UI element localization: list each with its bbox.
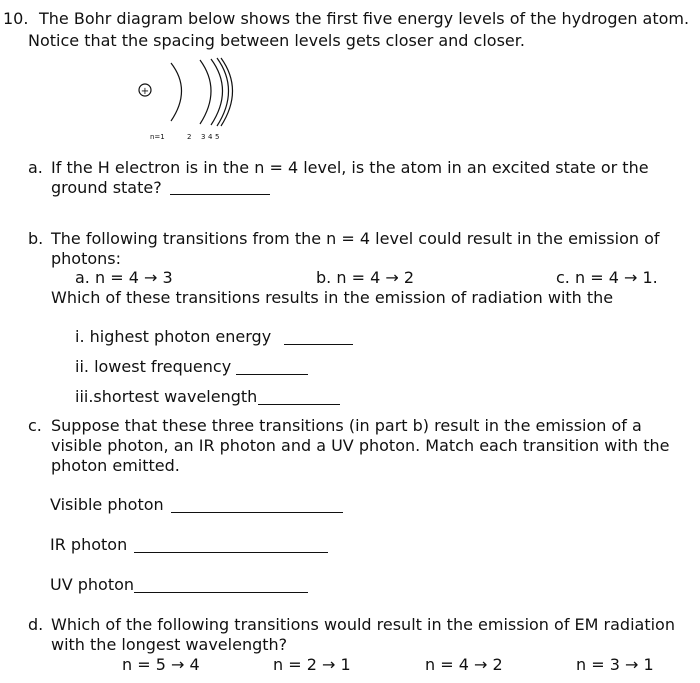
part-b-subitem-2: ii. lowest frequency	[75, 357, 232, 376]
part-d-line2: with the longest wavelength?	[51, 635, 288, 654]
question-intro-line1: The Bohr diagram below shows the first five energy levels of the hydrogen atom.	[39, 9, 690, 28]
uv-photon-label: UV photon	[50, 575, 135, 594]
part-b-line2: photons:	[51, 249, 122, 268]
bohr-diagram	[130, 55, 290, 145]
part-c-letter: c.	[28, 416, 42, 435]
level-label-3: 3	[201, 133, 206, 141]
part-c-line2: visible photon, an IR photon and a UV photon. Match each transition with the	[51, 436, 670, 455]
nucleus-icon	[139, 84, 151, 97]
energy-level-3	[211, 59, 223, 125]
part-b-subitem-3: iii.shortest wavelength	[75, 387, 258, 406]
level-label-4: 4	[208, 133, 213, 141]
part-b-followup: Which of these transitions results in the emission of radiation with the	[51, 288, 614, 307]
part-b-letter: b.	[28, 229, 44, 248]
part-d-option-2: n = 2 → 1	[273, 655, 351, 674]
part-d-option-1: n = 5 → 4	[122, 655, 200, 674]
level-label-1: n=1	[150, 133, 165, 141]
part-b-option-c-label: c.	[556, 268, 570, 287]
visible-photon-label: Visible photon	[50, 495, 164, 514]
uv-photon-blank[interactable]	[134, 578, 308, 593]
part-a-line1: If the H electron is in the n = 4 level, is the atom in an excited state or the	[51, 158, 649, 177]
part-d-letter: d.	[28, 615, 44, 634]
part-b-line1: The following transitions from the n = 4 level could result in the emission of	[51, 229, 660, 248]
question-number: 10.	[3, 9, 29, 28]
part-b-option-a-label: a.	[75, 268, 90, 287]
part-d-option-4: n = 3 → 1	[576, 655, 654, 674]
part-b-option-b-text: n = 4 → 2	[336, 268, 414, 287]
part-b-option-c	[556, 268, 658, 288]
part-d-option-3: n = 4 → 2	[425, 655, 503, 674]
visible-photon-blank[interactable]	[171, 498, 343, 513]
part-d-line1: Which of the following transitions would result in the emission of EM radiation	[51, 615, 675, 634]
part-a-answer-blank[interactable]	[170, 180, 270, 195]
part-b-subitem-3-blank[interactable]	[258, 390, 340, 405]
part-a-line2: ground state?	[51, 178, 162, 197]
question-intro-line2: Notice that the spacing between levels gets closer and closer.	[28, 31, 525, 50]
part-b-option-a	[75, 268, 173, 288]
energy-level-2	[200, 60, 211, 124]
part-c-line1: Suppose that these three transitions (in part b) result in the emission of a	[51, 416, 642, 435]
ir-photon-label: IR photon	[50, 535, 128, 554]
nucleus-symbol: +	[140, 86, 150, 97]
part-a-letter: a.	[28, 158, 43, 177]
part-b-option-b-label: b.	[316, 268, 332, 287]
part-b-subitem-2-blank[interactable]	[236, 360, 308, 375]
ir-photon-blank[interactable]	[134, 538, 328, 553]
part-b-subitem-1-blank[interactable]	[284, 330, 353, 345]
part-b-option-a-text: n = 4 → 3	[94, 268, 173, 287]
part-b-option-c-text: n = 4 → 1.	[574, 268, 658, 287]
energy-level-1	[171, 63, 182, 121]
level-label-5: 5	[215, 133, 220, 141]
level-label-2: 2	[187, 133, 192, 141]
part-c-line3: photon emitted.	[51, 456, 180, 475]
part-b-subitem-1: i. highest photon energy	[75, 327, 272, 346]
part-b-option-b	[316, 268, 414, 288]
